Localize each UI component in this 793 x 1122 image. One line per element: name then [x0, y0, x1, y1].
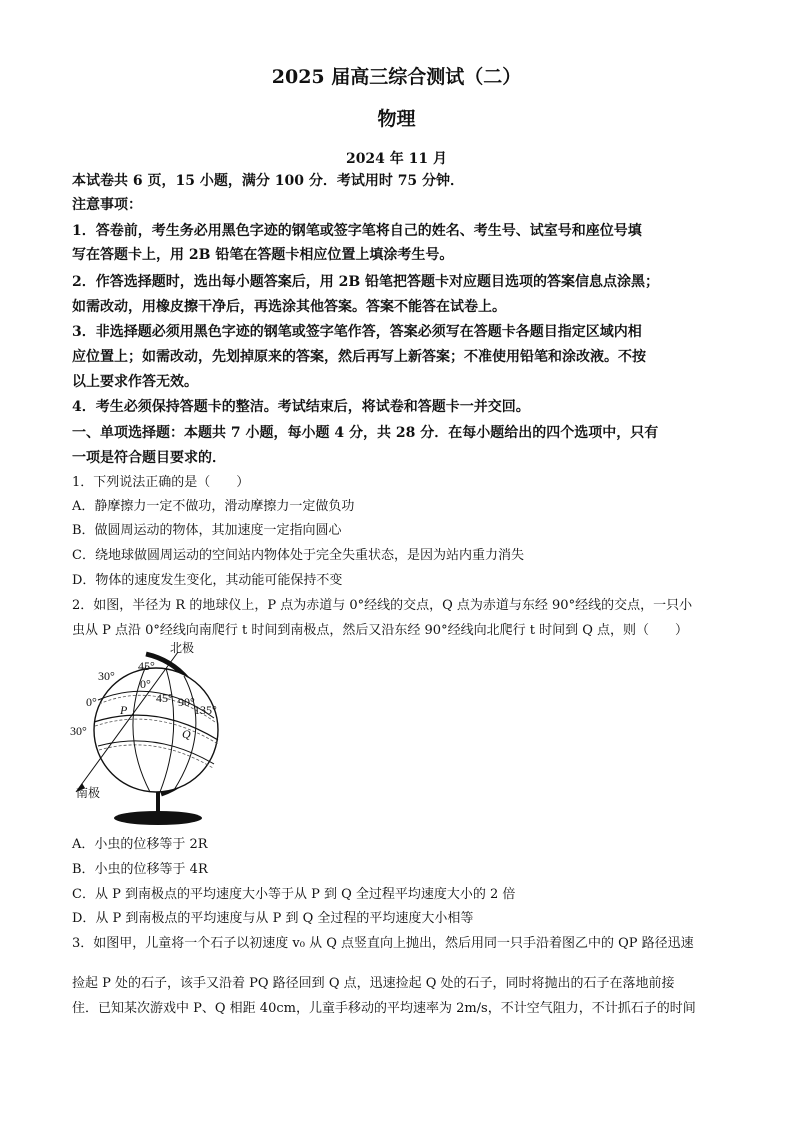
note-line: 2．作答选择题时，选出每小题答案后，用 2B 铅笔把答题卡对应题目选项的答案信息点涂黑； [72, 274, 660, 290]
globe-stand [156, 790, 160, 816]
q3-line2: 捡起 P 处的石子，该手又沿着 PQ 路径回到 Q 点，迅速捡起 Q 处的石子，同时将抛出的石子在落地前接 [72, 976, 675, 991]
note-line: 如需改动，用橡皮擦干净后，再选涂其他答案。答案不能答在试卷上。 [72, 299, 506, 315]
section1-heading: 一、单项选择题：本题共 7 小题，每小题 4 分，共 28 分．在每小题给出的四个选项中，只有 [72, 425, 659, 441]
note-line: 1．答卷前，考生务必用黑色字迹的钢笔或签字笔将自己的姓名、考生号、试室号和座位号填 [72, 223, 642, 239]
lon-90-label: 90° [178, 695, 195, 709]
note-line: 以上要求作答无效。 [72, 374, 198, 390]
q2-option-c: C．从 P 到南极点的平均速度大小等于从 P 到 Q 全过程平均速度大小的 2 倍 [72, 887, 516, 902]
q2-option-d: D．从 P 到南极点的平均速度与从 P 到 Q 全过程的平均速度大小相等 [72, 911, 474, 926]
lat-0-label: 0° [86, 695, 97, 709]
q1-option-d: D．物体的速度发生变化，其动能可能保持不变 [72, 573, 343, 588]
lon-45e-label: 45° [156, 691, 173, 705]
point-p-label: P [120, 703, 128, 717]
q2-option-a: A．小虫的位移等于 2R [72, 837, 208, 852]
exam-summary: 本试卷共 6 页，15 小题，满分 100 分．考试用时 75 分钟． [72, 173, 465, 189]
north-pole-label: 北极 [170, 641, 195, 655]
lon-135-label: 135° [194, 703, 217, 717]
exam-title: 2025 届高三综合测试（二） [271, 66, 522, 88]
lon-45w-label: 45° [138, 659, 155, 673]
q2-stem-line1: 2．如图，半径为 R 的地球仪上，P 点为赤道与 0°经线的交点，Q 点为赤道与东经 90°经线的交点，一只小 [72, 598, 693, 613]
lat-30s-label: 30° [70, 724, 87, 738]
exam-date: 2024 年 11 月 [345, 151, 448, 167]
q1-option-c: C．绕地球做圆周运动的空间站内物体处于完全失重状态，是因为站内重力消失 [72, 548, 524, 563]
q1-option-a: A．静摩擦力一定不做功，滑动摩擦力一定做负功 [72, 499, 355, 514]
south-pole-label: 南极 [76, 786, 101, 800]
note-line: 3．非选择题必须用黑色字迹的钢笔或签字笔作答，答案必须写在答题卡各题目指定区域内相 [72, 324, 642, 340]
note-line: 写在答题卡上，用 2B 铅笔在答题卡相应位置上填涂考生号。 [72, 247, 454, 263]
point-q-label: Q [182, 727, 191, 741]
q1-option-b: B．做圆周运动的物体，其加速度一定指向圆心 [72, 523, 342, 538]
note-line: 4．考生必须保持答题卡的整洁。考试结束后，将试卷和答题卡一并交回。 [72, 399, 530, 415]
lon-0-label: 0° [140, 677, 151, 691]
lat-30n-label: 30° [98, 669, 115, 683]
q2-option-b: B．小虫的位移等于 4R [72, 862, 208, 877]
q1-stem: 1．下列说法正确的是（ ） [72, 475, 250, 490]
globe-figure [66, 640, 236, 830]
notes-title: 注意事项： [72, 197, 142, 213]
q3-line1: 3．如图甲，儿童将一个石子以初速度 v₀ 从 Q 点竖直向上抛出，然后用同一只手沿着图乙中的 QP 路径迅速 [72, 936, 694, 951]
note-line: 应位置上；如需改动，先划掉原来的答案，然后再写上新答案；不准使用铅笔和涂改液。不按 [72, 349, 646, 365]
q2-stem-line2: 虫从 P 点沿 0°经线向南爬行 t 时间到南极点，然后又沿东经 90°经线向北爬行 t 时间到 Q 点，则（ ） [72, 623, 688, 638]
subject-title: 物理 [377, 108, 416, 130]
section1-heading-cont: 一项是符合题目要求的． [72, 450, 226, 466]
q3-line3: 住．已知某次游戏中 P、Q 相距 40cm，儿童手移动的平均速率为 2m/s，不计空气阻力，不计抓石子的时间 [72, 1001, 696, 1016]
